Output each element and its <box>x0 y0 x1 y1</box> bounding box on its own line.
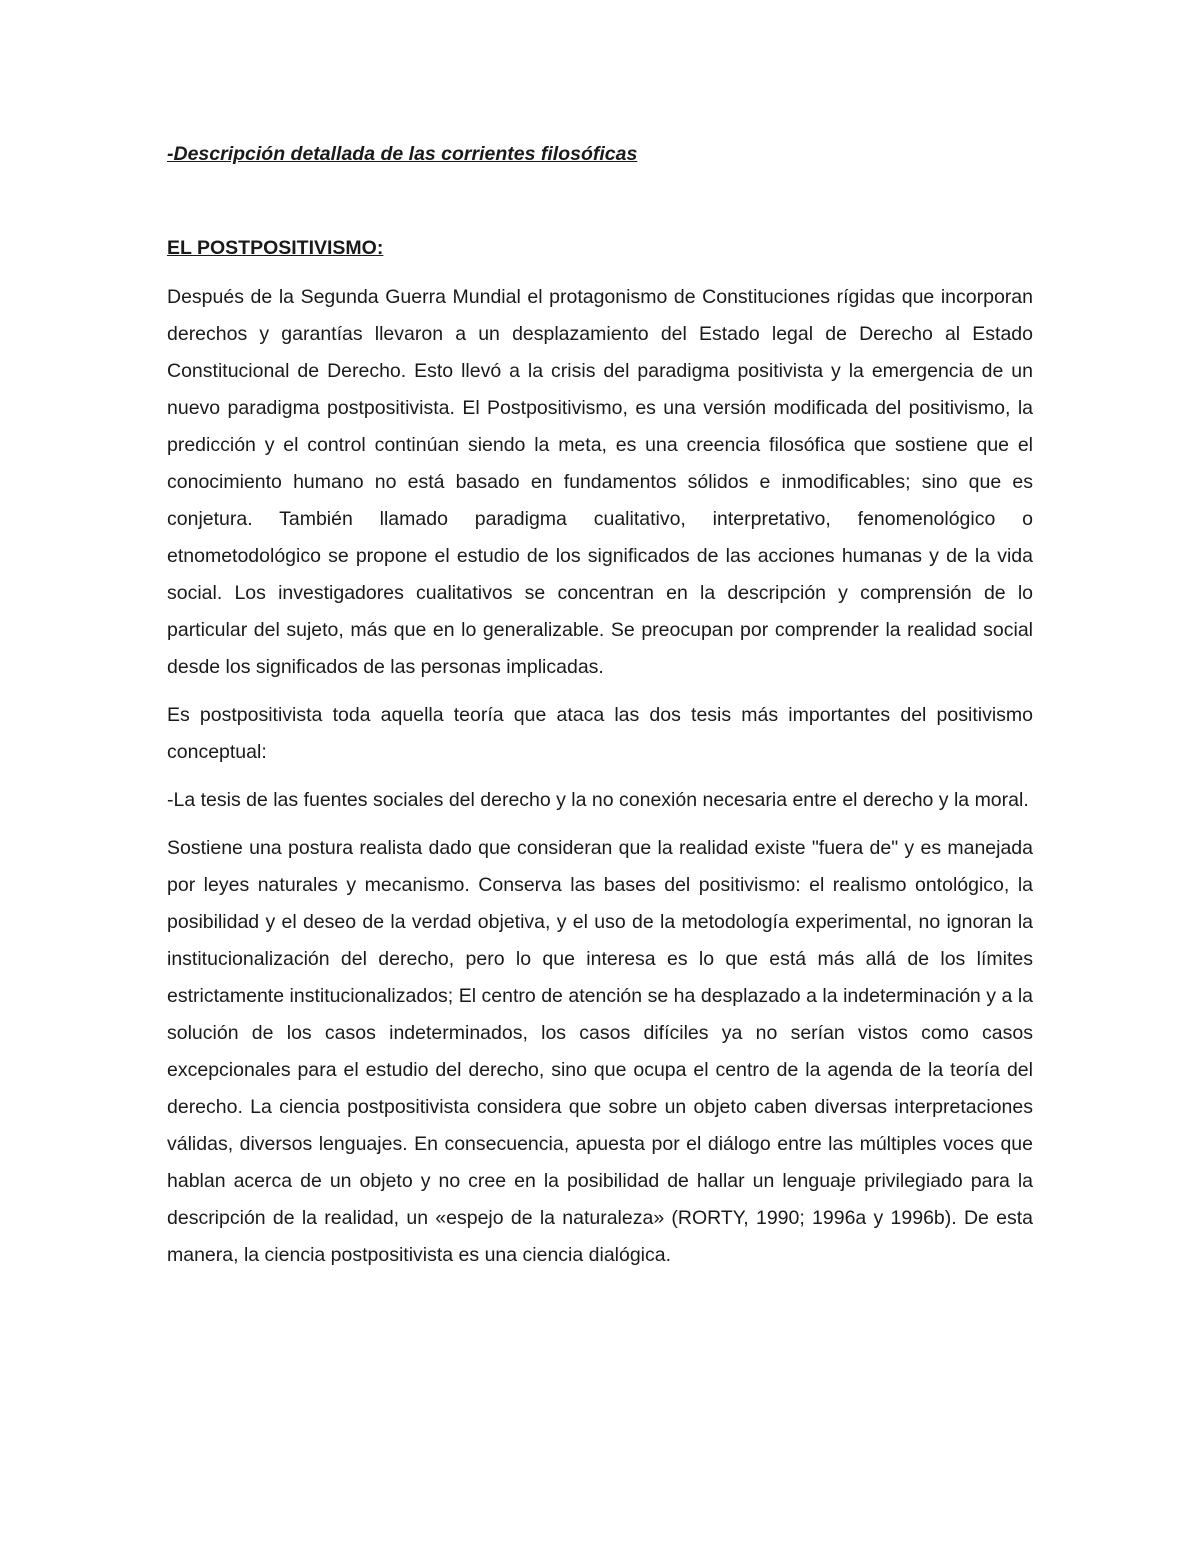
paragraph-realist-stance: Sostiene una postura realista dado que consideran que la realidad existe "fuera de" y es manejada por leyes naturales y mecanismo. Conserva las bases del positivismo: el realismo ontológico, la posibilidad y el deseo de la verdad objetiva, y el uso de la metodología experimental, no ignoran la institucionalización del derecho, pero lo que interesa es lo que está más allá de los límites estrictamente institucionalizados; El centro de atención se ha desplazado a la indeterminación y a la solución de los casos indeterminados, los casos difíciles ya no serían vistos como casos excepcionales para el estudio del derecho, sino que ocupa el centro de la agenda de la teoría del derecho. La ciencia postpositivista considera que sobre un objeto caben diversas interpretaciones válidas, diversos lenguajes. En consecuencia, apuesta por el diálogo entre las múltiples voces que hablan acerca de un objeto y no cree en la posibilidad de hallar un lenguaje privilegiado para la descripción de la realidad, un «espejo de la naturaleza» (RORTY, 1990; 1996a y 1996b). De esta manera, la ciencia postpositivista es una ciencia dialógica. <box>167 837 1033 1266</box>
document-body <box>167 136 1033 1285</box>
paragraph-thesis: -La tesis de las fuentes sociales del derecho y la no conexión necesaria entre el derecho y la moral. <box>167 789 1029 811</box>
document-title: -Descripción detallada de las corrientes filosóficas <box>167 143 638 165</box>
section-heading: EL POSTPOSITIVISMO: <box>167 237 384 259</box>
paragraph-intro: Después de la Segunda Guerra Mundial el protagonismo de Constituciones rígidas que incorporan derechos y garantías llevaron a un desplazamiento del Estado legal de Derecho al Estado Constitucional de Derecho. Esto llevó a la crisis del paradigma positivista y la emergencia de un nuevo paradigma postpositivista. El Postpositivismo, es una versión modificada del positivismo, la predicción y el control continúan siendo la meta, es una creencia filosófica que sostiene que el conocimiento humano no está basado en fundamentos sólidos e inmodificables; sino que es conjetura. También llamado paradigma cualitativo, interpretativo, fenomenológico o etnometodológico se propone el estudio de los significados de las acciones humanas y de la vida social. Los investigadores cualitativos se concentran en la descripción y comprensión de lo particular del sujeto, más que en lo generalizable. Se preocupan por comprender la realidad social desde los significados de las personas implicadas. <box>167 286 1033 678</box>
paragraph-postpositivist-definition: Es postpositivista toda aquella teoría que ataca las dos tesis más importantes del positivismo conceptual: <box>167 704 1033 763</box>
